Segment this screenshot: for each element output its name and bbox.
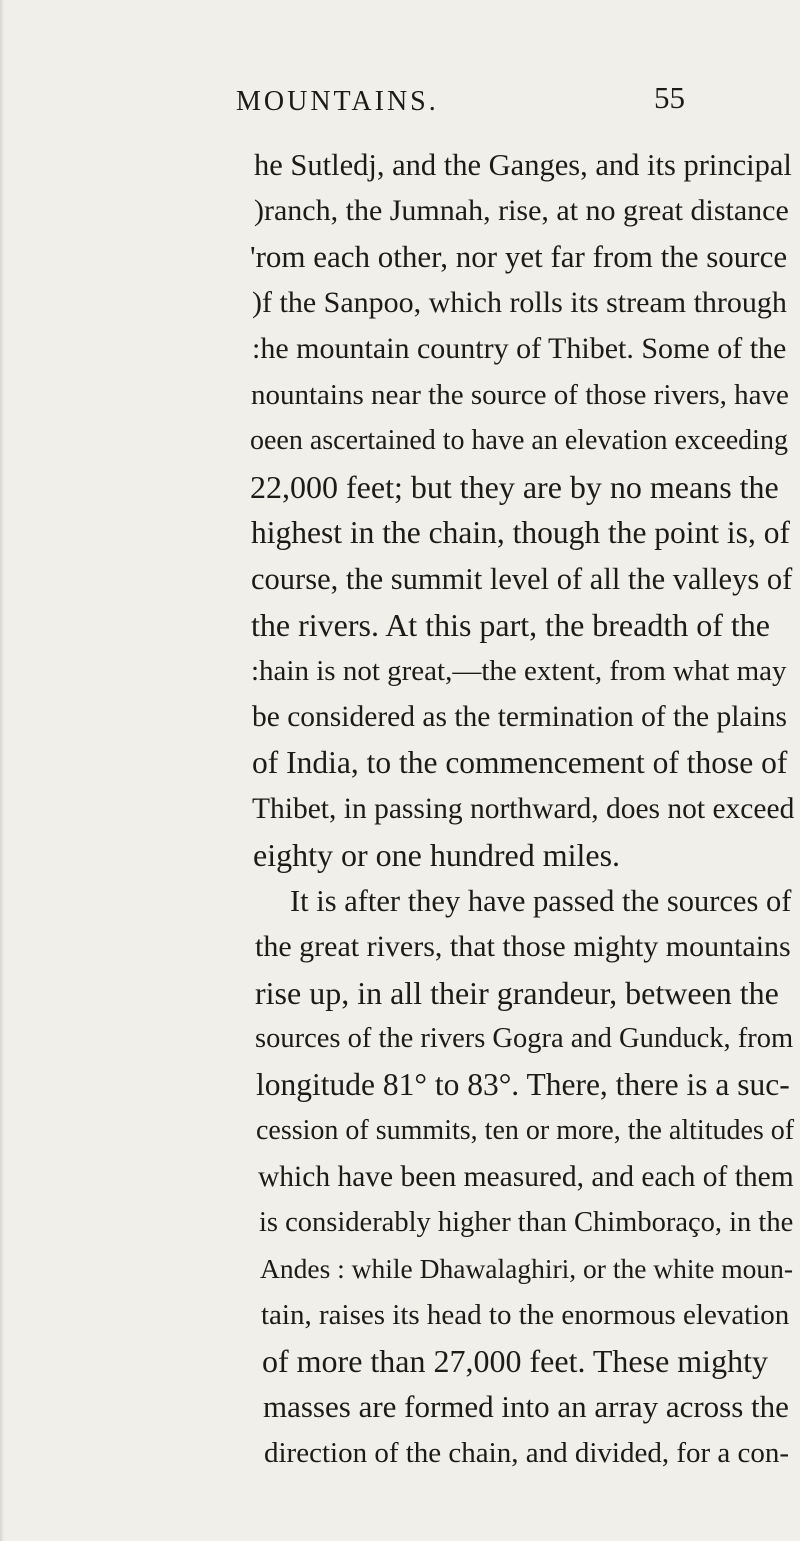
text-line: 22,000 feet; but they are by no means the (250, 469, 779, 505)
text-line: nountains near the source of those rivers, have (251, 379, 789, 411)
text-line: sources of the rivers Gogra and Gunduck, from (255, 1023, 794, 1054)
page-number: 55 (654, 80, 685, 115)
text-line: It is after they have passed the sources of (290, 884, 792, 918)
text-line: the great rivers, that those mighty mountains (255, 930, 791, 963)
text-line: rise up, in all their grandeur, between the (255, 975, 779, 1011)
text-line: of India, to the commencement of those of (252, 745, 788, 780)
page-edge-shadow (0, 0, 4, 1541)
text-line: highest in the chain, though the point is, of (251, 515, 790, 550)
text-line: is considerably higher than Chimboraço, in the (259, 1207, 794, 1238)
text-line: of more than 27,000 feet. These mighty (262, 1343, 768, 1379)
text-line: course, the summit level of all the valleys of (251, 562, 793, 596)
text-line: the rivers. At this part, the breadth of the (251, 607, 770, 643)
text-line: longitude 81° to 83°. There, there is a suc- (256, 1067, 790, 1102)
text-line: )f the Sanpoo, which rolls its stream through (252, 286, 787, 319)
running-head (0, 80, 800, 120)
text-line: be considered as the termination of the plains (252, 701, 787, 733)
text-line: direction of the chain, and divided, for a con- (264, 1437, 790, 1469)
text-line: Andes : while Dhawalaghiri, or the white moun- (260, 1253, 794, 1284)
text-line: Thibet, in passing northward, does not exceed (252, 793, 795, 825)
text-line: 'rom each other, nor yet far from the source (250, 239, 788, 274)
text-line: oeen ascertained to have an elevation exceeding (250, 425, 788, 456)
text-line: cession of summits, ten or more, the altitudes of (256, 1115, 795, 1146)
text-line: tain, raises its head to the enormous elevation (261, 1299, 790, 1331)
text-line: masses are formed into an array across the (263, 1389, 789, 1424)
running-head-title: MOUNTAINS. (236, 86, 439, 117)
text-line: which have been measured, and each of them (258, 1161, 794, 1193)
text-line: :he mountain country of Thibet. Some of the (252, 332, 787, 365)
text-line: eighty or one hundred miles. (253, 837, 621, 873)
text-line: he Sutledj, and the Ganges, and its principal (254, 148, 792, 182)
text-line: :hain is not great,—the extent, from what may (251, 655, 787, 687)
text-line: )ranch, the Jumnah, rise, at no great distance (254, 194, 789, 227)
